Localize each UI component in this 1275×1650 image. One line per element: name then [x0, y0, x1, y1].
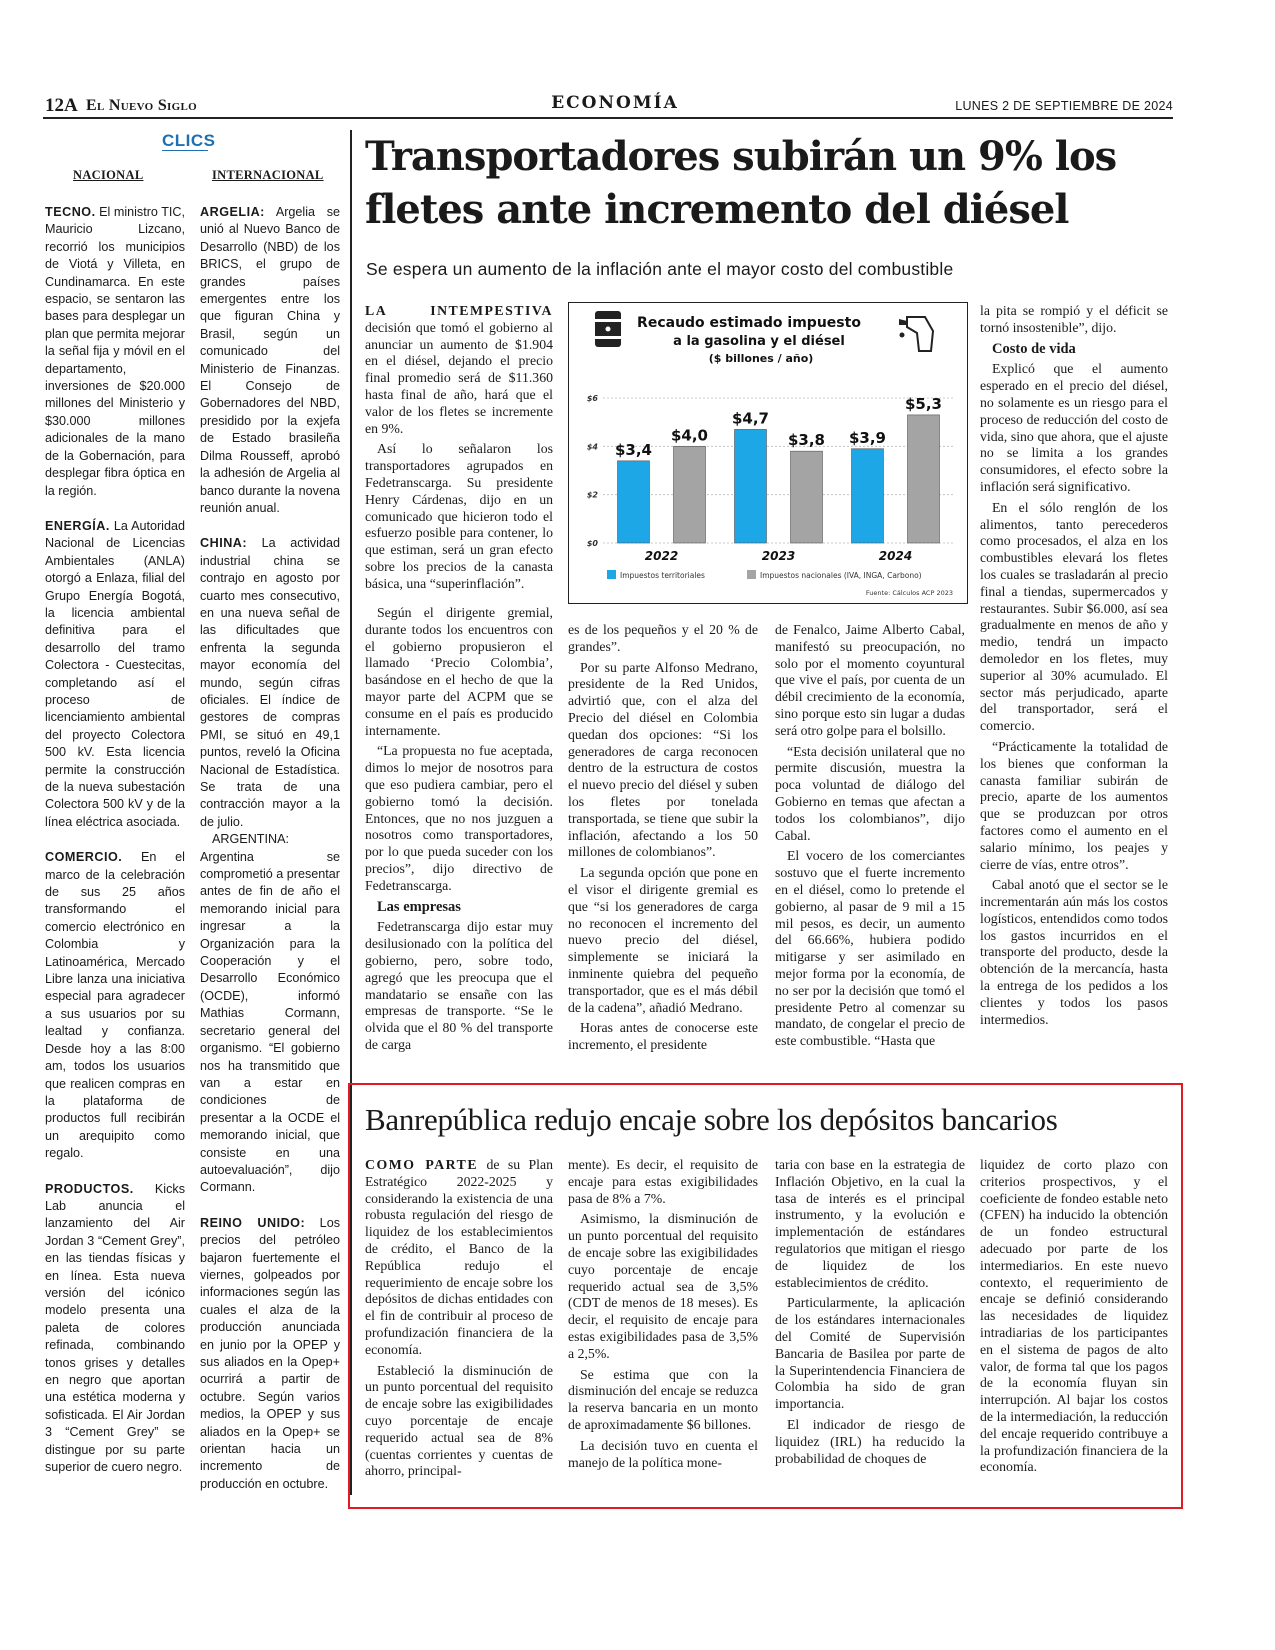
bar [735, 429, 767, 543]
y-tick-label: $6 [586, 394, 598, 403]
paragraph: Fedetranscarga dijo estar muy desilusionado con la política del gobierno, pero, sobre todo, agregó que les preocupa que el mandatario se ensañe con las empresas de transporte. “Se le olvida que el 80 % del transporte de carga [365, 919, 553, 1052]
fuel-nozzle-icon [899, 317, 933, 351]
data-label: $4,7 [731, 409, 770, 428]
page-date: LUNES 2 DE SEPTIEMBRE DE 2024 [955, 99, 1173, 113]
paragraph: Así lo señalaron los transportadores agrupados en Fedetranscarga. Su presidente Henry Cárdenas, dijo en un comunicado que hicieron todo el esfuerzo posible para contener, lo que estiman, será un gran efecto sobre los precios de la canasta básica, una “superinflación”. [365, 441, 553, 591]
section-title: ECONOMÍA [551, 93, 679, 113]
nacional-label: NACIONAL [73, 168, 144, 182]
paragraph: de Fenalco, Jaime Alberto Cabal, manifestó su preocupación, no solo por el momento coyuntural que vive el país, por cuenta de un débil crecimiento de la economía, sino porque esto sin lugar a dudas será otro golpe para el bolsillo. [775, 622, 965, 738]
internacional-label: INTERNACIONAL [212, 168, 324, 182]
data-label: $3,4 [614, 440, 653, 459]
clics-internacional-column [200, 204, 340, 1494]
section-subhead: Costo de vida [992, 340, 1076, 357]
paragraph: Por su parte Alfonso Medrano, presidente de la Red Unidos, advirtió que, con el alza del Precio del diésel en Colombia quedan dos opciones: “Si los generadores de carga reconocen dentro de la estructura de costos el nuevo precio del diésel y suben los fletes por tonelada transportada, se tiene que subir la inflación, afectando a los 50 millones de colombianos”. [568, 659, 758, 860]
data-label: $5,3 [904, 394, 943, 413]
paragraph: Explicó que el aumento esperado en el precio del diésel, no solamente es un riesgo para el proceso de reducción del costo de vida, sino que ahora, que el ajuste no se limita a los grandes consumidores, el efecto sobre la inflación será significativo. [980, 361, 1168, 494]
legend-label: Impuestos nacionales (IVA, INGA, Carbono) [760, 571, 922, 580]
paragraph: la pita se rompió y el déficit se tornó insostenible”, dijo. [980, 303, 1168, 335]
secondary-column-4 [980, 1157, 1168, 1487]
chart-source: Fuente: Cálculos ACP 2023 [865, 589, 953, 597]
paragraph: mente). Es decir, el requisito de encaje para estas exigibilidades pasa de 8% a 7%. [568, 1157, 758, 1206]
paragraph: El indicador de riesgo de liquidez (IRL) ha reducido la probabilidad de choques de [775, 1416, 965, 1466]
paragraph: Particularmente, la aplicación de los estándares internacionales del Comité de Supervisión Bancaria de Basilea por parte de la Superintendencia Financiera de Colombia ha sido de gran importancia. [775, 1295, 965, 1412]
paragraph: “Esta decisión unilateral que no permite discusión, muestra la poca voluntad de diálogo del Gobierno en temas que afectan a todos los colombianos”, dijo Cabal. [775, 743, 965, 843]
chart-legend [607, 570, 922, 580]
clics-nacional-column [45, 204, 185, 1494]
main-column-4 [980, 303, 1168, 1080]
main-subhead: Se espera un aumento de la inflación ante el mayor costo del combustible [366, 259, 954, 279]
paragraph: “La propuesta no fue aceptada, dimos lo mejor de nosotros para que eso pudiera cambiar, pero el gobierno tomó la decisión. Entonces, que no nos juzguen a nosotros como transportadores, por lo que pueda suceder con los precios”, dijo directivo de Fedetranscarga. [365, 743, 553, 893]
clics-item: ENERGÍA. La Autoridad Nacional de Licencias Ambientales (ANLA) otorgó a Enlaza, filial del Grupo Energía Bogotá, la licencia ambiental definitiva para el desarrollo del tramo Colectora - Cuestecitas, completando así el proceso de licenciamiento ambiental del proyecto Colectora 500 kV. Esta licencia permite la construcción de la nueva subestación Colectora 500 kV y de la línea eléctrica asociada. [45, 518, 185, 829]
secondary-column-2 [568, 1157, 758, 1487]
clics-item: CHINA: La actividad industrial china se contrajo en agosto por cuarto mes consecutivo, en una nueva señal de las dificultades que enfrenta la segunda mayor economía del mundo, según cifras oficiales. El índice de gestores de compras PMI, se situó en 49,1 puntos, reveló la Oficina Nacional de Estadística. Se trata de una contracción mayor a la de julio. [200, 536, 340, 829]
x-tick-label: 2022 [644, 549, 679, 563]
legend-swatch-territoriales [607, 570, 616, 579]
bar [674, 446, 706, 543]
clics-title: CLICS [162, 131, 216, 150]
paragraph: COMO PARTE de su Plan Estratégico 2022-2025 y considerando la existencia de una robusta regulación del riesgo de liquidez de los establecimientos de crédito, el Banco de la República redujo el requerimiento de encaje sobre los depósitos de dichas entidades con el fin de contribuir al proceso de profundización financiera de la economía. [365, 1157, 553, 1357]
paragraph: “Prácticamente la totalidad de los bienes que conforman la canasta familiar subirán de precio, aparte de los aumentos que se produzcan por otros factores como el aumento en el salario mínimo, los peajes y cierre de vías, entre otros”. [980, 738, 1168, 872]
clics-item: ARGELIA: Argelia se unió al Nuevo Banco de Desarrollo (NBD) de los BRICS, el grupo de grandes países emergentes entre los que figuran China y Brasil, según un comunicado del Ministerio de Finanzas. El Consejo de Gobernadores del NBD, presidido por la exjefa de Estado brasileña Dilma Rousseff, aprobó la adhesión de Argelia al banco durante la novena reunión anual. [200, 205, 340, 515]
tax-revenue-chart [569, 303, 967, 603]
main-column-3 [775, 622, 965, 1080]
clics-item: ARGENTINA: Argentina se comprometió a presentar antes de fin de año el memorando inicial para ingresar a la Organización para la Cooperación y el Desarrollo Económico (OCDE), informó Mathias Cormann, secretario general del organismo. “El gobierno nos ha transmitido que van a estar en condiciones de presentar a la OCDE el memorando inicial, que consiste en una autoevaluación”, dijo Cormann. [200, 832, 340, 1195]
paragraph: LA INTEMPESTIVA decisión que tomó el gobierno al anunciar un aumento de $1.904 en el diésel, dejando el precio final promedio será de $11.360 hasta final de año, hará que el valor de los fletes se incremente en 9%. [365, 303, 553, 436]
paragraph: La segunda opción que pone en el visor el dirigente gremial es que “si los generadores de carga no reconocen el incremento del nuevo precio del diésel, simplemente se iniciará la inminente quiebra del pequeño transportador, que es el más débil de la cadena”, añadió Medrano. [568, 865, 758, 1015]
header-rule [43, 117, 1173, 119]
paragraph: Asimismo, la disminución de un punto porcentual del requisito de encaje sobre las exigibilidades cuyo porcentaje de encaje requerido actual sea de 3,5% (CDT de menos de 18 meses). Es decir, el requisito de encaje para estas exigibilidades pasa de 3,5% a 2,5%. [568, 1211, 758, 1361]
barrel-icon [595, 311, 621, 347]
main-column-2 [568, 622, 758, 1080]
y-tick-label: $2 [586, 490, 598, 500]
masthead: El Nuevo Siglo [86, 97, 197, 114]
legend-label: Impuestos territoriales [620, 571, 705, 580]
paragraph: La decisión tuvo en cuenta el manejo de la política mone- [568, 1437, 758, 1470]
bar [791, 451, 823, 543]
x-tick-label: 2024 [878, 549, 913, 563]
paragraph: Cabal anotó que el sector se le incrementarán aún más los costos logísticos, entendidos como todos los gastos incurridos en el transporte del producto, desde la obtención de la mercancía, hasta la entrega de los pedidos a los clientes y todos los pasos intermedios. [980, 877, 1168, 1027]
chart-container [568, 302, 968, 604]
section-subhead: Las empresas [377, 898, 461, 915]
bar [852, 449, 884, 543]
y-tick-label: $4 [586, 442, 598, 452]
main-column-1-lower [365, 605, 553, 1080]
paragraph: es de los pequeños y el 20 % de grandes”. [568, 622, 758, 654]
chart-title-line1: Recaudo estimado impuesto [637, 315, 861, 331]
paragraph: Horas antes de conocerse este incremento, el presidente [568, 1020, 758, 1053]
data-label: $4,0 [670, 426, 709, 445]
clics-item: PRODUCTOS. Kicks Lab anuncia el lanzamiento del Air Jordan 3 “Cement Grey”, en las tiendas físicas y en línea. Esta nueva versión del icónico modelo presenta una paleta de colores refinada, combinando tonos grises y detalles en negro que aportan una estética moderna y sofisticada. El Air Jordan 3 “Cement Grey” se distingue por su parte superior de cuero negro. [45, 1181, 185, 1475]
data-label: $3,8 [787, 431, 826, 450]
secondary-headline: Banrepública redujo encaje sobre los depósitos bancarios [365, 1102, 1058, 1137]
chart-title-line2: a la gasolina y el diésel [673, 334, 845, 349]
main-headline: Transportadores subirán un 9% los fletes ante incremento del diésel [365, 133, 1117, 233]
clics-item: TECNO. El ministro TIC, Mauricio Lizcano, recorrió los municipios de Viotá y Villeta, en Cundinamarca. En este espacio, se sentaron las bases para desplegar un plan que permita mejorar la señal fija y móvil en el departamento, inversiones de $20.000 millones del Ministerio y $30.000 millones adicionales de la mano de la Gobernación, para desplegar fibra óptica en la región. [45, 205, 185, 498]
paragraph: Se estima que con la disminución del encaje se reduzca la reserva bancaria en un monto de aproximadamente $6 billones. [568, 1366, 758, 1432]
bar [618, 461, 650, 543]
paragraph: Estableció la disminución de un punto porcentual del requisito de encaje sobre las exigibilidades cuyo porcentaje de encaje requerido actual sea de 8% (cuentas corrientes y cuentas de ahorro, principal- [365, 1362, 553, 1479]
chart-subtitle: ($ billones / año) [708, 352, 814, 365]
bar [908, 415, 940, 543]
page-number: 12A [45, 95, 78, 116]
y-tick-label: $0 [586, 539, 598, 548]
paragraph: El vocero de los comerciantes sostuvo que el fuerte incremento en el diésel, como lo pretende el gobierno, al pasar de 9 mil a 15 mil pesos, es decir, un aumento del 66.66%, hubiera podido mitigarse y ser asimilado en mejor forma por la economía, de no ser por la decisión que tomó el presidente Petro al comenzar su mandato, de congelar el precio de este combustible. “Hasta que [775, 848, 965, 1049]
legend-swatch-nacionales [747, 570, 756, 579]
paragraph: liquidez de corto plazo con criterios prospectivos, y el coeficiente de fondeo estable neto (CFEN) ha inducido la obtención de un fondeo estructural adecuado por parte de los intermediarios. En este nuevo contexto, el requerimiento de encaje se definió considerando las necesidades de liquidez intradiarias de los participantes en el sistema de pagos de alto valor, de forma tal que los pagos de la economía fluyan sin interrupción. Al bajar los costos de la intermediación, la reducción del encaje requerido contribuye a la profundización financiera de la economía. [980, 1157, 1168, 1475]
paragraph: Según el dirigente gremial, durante todos los encuentros con el gobierno propusieron el llamado ‘Precio Colombia’, basándose en el hecho de que la mayor parte del ACPM que se consume en el país es producido internamente. [365, 605, 553, 738]
secondary-column-1 [365, 1157, 553, 1487]
paragraph: En el sólo renglón de los alimentos, tanto perecederos como procesados, el alza en los combustibles elevará los fletes los cuales se trasladarán al precio final a tiendas, supermercados y restaurantes. Subir $6.000, así sea gradualmente en menos de año y medio, tendrá un impacto demoledor en los fletes, muy superior al 30% acumulado. El sector más perjudicado, aparte del transportador, será el comercio. [980, 499, 1168, 734]
data-label: $3,9 [848, 428, 887, 447]
clics-item: REINO UNIDO: Los precios del petróleo bajaron fuertemente el viernes, golpeados por informaciones según las cuales el alza de la producción anunciada en junio por la OPEP y sus aliados en la Opep+ ocurrirá a partir de octubre. Según varios medios, la OPEP y sus aliados en la Opep+ se orientan hacia un incremento de producción en octubre. [200, 1215, 340, 1491]
x-tick-label: 2023 [761, 549, 796, 563]
clics-item: COMERCIO. En el marco de la celebración de sus 25 años transformando el comercio electrónico en Colombia y Latinoamérica, Mercado Libre lanza una iniciativa especial para agradecer a sus usuarios por su lealtad y confianza. Desde hoy a las 8:00 am, todos los usuarios que realicen compras en la plataforma de productos full recibirán un arequipito como regalo. [45, 850, 185, 1161]
secondary-column-3 [775, 1157, 965, 1487]
paragraph: taria con base en la estrategia de Inflación Objetivo, en la cual la tasa de interés es el principal instrumento, y la evolución e implementación de estándares regulatorios que mitigan el riesgo de liquidez de los establecimientos de crédito. [775, 1157, 965, 1290]
clics-title-underline [162, 150, 208, 151]
